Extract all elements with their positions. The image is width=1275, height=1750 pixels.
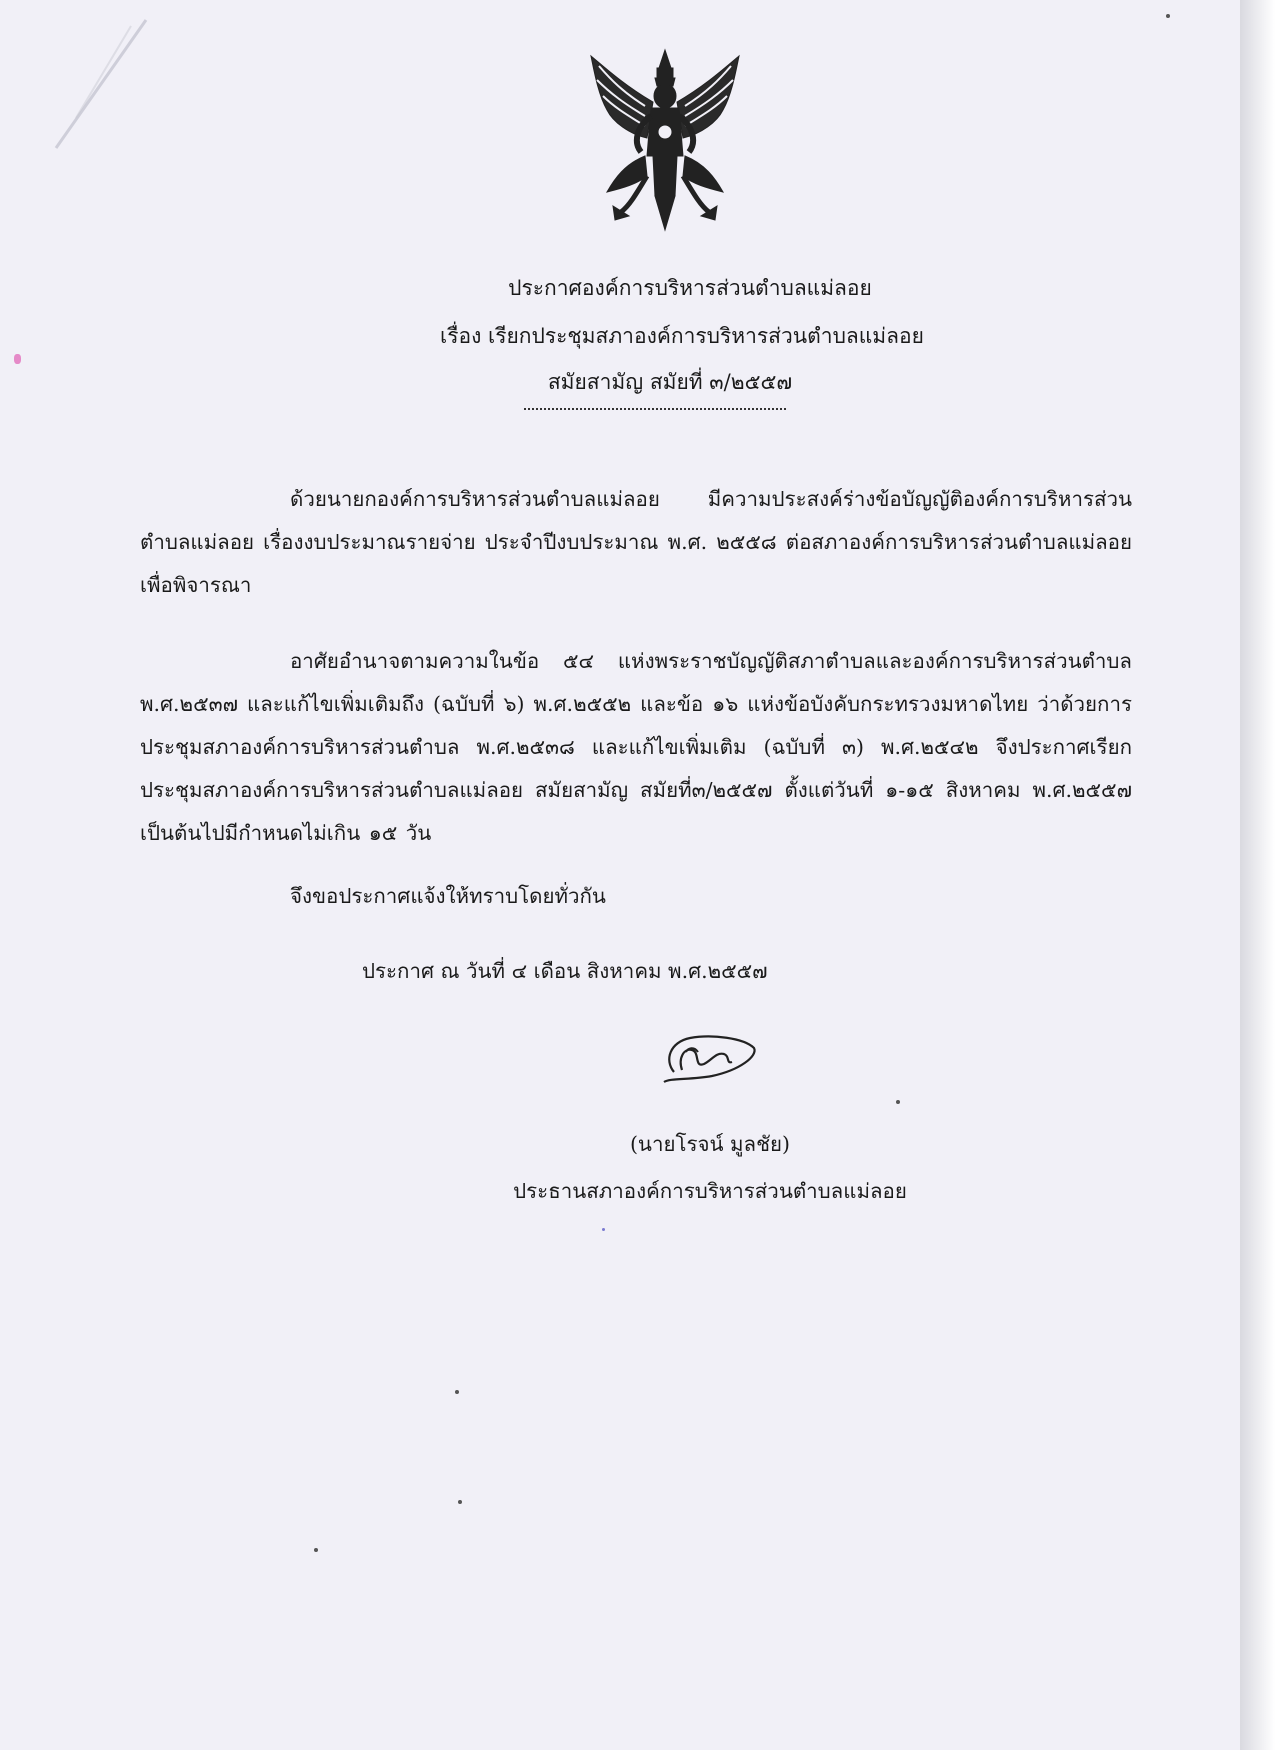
body-paragraph-1: ด้วยนายกองค์การบริหารส่วนตำบลแม่ลอย มีความประสงค์ร่างข้อบัญญัติองค์การบริหารส่วนตำบลแม่ลอย เรื่องงบประมาณรายจ่าย ประจำปีงบประมาณ พ.ศ. ๒๕๕๘ ต่อสภาองค์การบริหารส่วนตำบลแม่ลอยเพื่อพิจารณา <box>140 487 1132 597</box>
announcement-subject: เรื่อง เรียกประชุมสภาองค์การบริหารส่วนตำบลแม่ลอย <box>440 324 924 348</box>
signer-title: ประธานสภาองค์การบริหารส่วนตำบลแม่ลอย <box>513 1179 907 1203</box>
speck <box>1166 14 1170 18</box>
pink-spot <box>14 354 21 364</box>
handwritten-signature-icon <box>660 1030 760 1088</box>
speck <box>896 1100 900 1104</box>
closing-statement: จึงขอประกาศแจ้งให้ทราบโดยทั่วกัน <box>290 884 606 908</box>
speck <box>458 1500 462 1504</box>
dotted-divider <box>524 408 786 410</box>
corner-smudge <box>36 18 156 158</box>
garuda-emblem-icon <box>585 46 745 232</box>
signer-name: (นายโรจน์ มูลชัย) <box>629 1132 791 1156</box>
announcement-title: ประกาศองค์การบริหารส่วนตำบลแม่ลอย <box>508 276 872 300</box>
session-label: สมัยสามัญ สมัยที่ ๓/๒๕๕๗ <box>547 370 793 394</box>
speck <box>455 1390 459 1394</box>
body-paragraph-2: อาศัยอำนาจตามความในข้อ ๕๔ แห่งพระราชบัญญัติสภาตำบลและองค์การบริหารส่วนตำบล พ.ศ.๒๕๓๗ และแก้ไขเพิ่มเติมถึง (ฉบับที่ ๖) พ.ศ.๒๕๕๒ และข้อ ๑๖ แห่งข้อบังคับกระทรวงมหาดไทย ว่าด้วยการประชุมสภาองค์การบริหารส่วนตำบล พ.ศ.๒๕๓๘ และแก้ไขเพิ่มเติม (ฉบับที่ ๓) พ.ศ.๒๕๔๒ จึงประกาศเรียกประชุมสภาองค์การบริหารส่วนตำบลแม่ลอย สมัยสามัญ สมัยที่๓/๒๕๕๗ ตั้งแต่วันที่ ๑-๑๕ สิงหาคม พ.ศ.๒๕๕๗ เป็นต้นไปมีกำหนดไม่เกิน ๑๕ วัน <box>140 649 1132 845</box>
speck <box>602 1228 605 1231</box>
announcement-date: ประกาศ ณ วันที่ ๔ เดือน สิงหาคม พ.ศ.๒๕๕๗ <box>362 959 768 983</box>
page-edge-shadow <box>1240 0 1275 1750</box>
speck <box>314 1548 318 1552</box>
